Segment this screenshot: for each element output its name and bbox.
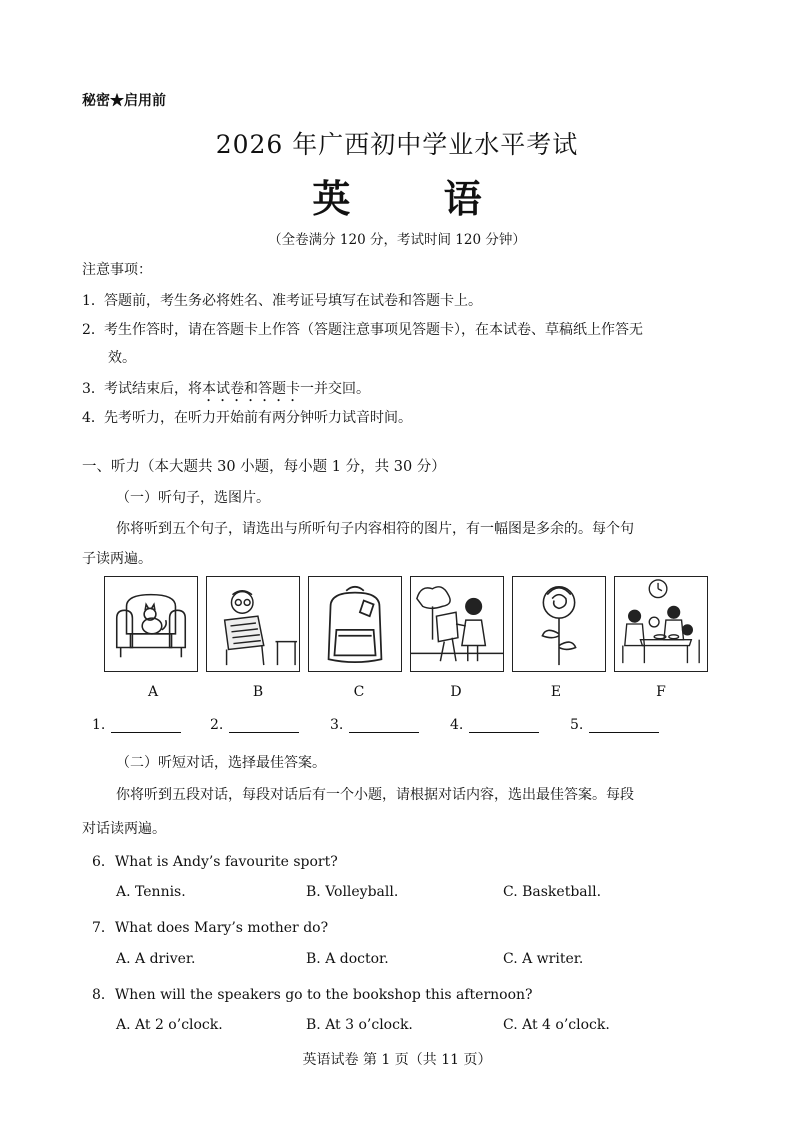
subject-title: 英 语 bbox=[312, 176, 522, 221]
answer-blank-4[interactable] bbox=[450, 717, 539, 733]
picture-b bbox=[206, 576, 300, 672]
picture-label-d: D bbox=[450, 684, 462, 700]
picture-label-e: E bbox=[550, 684, 562, 700]
part1-instruction-continued: 子读两遍。 bbox=[82, 551, 152, 567]
note-text-end: 一并交回。 bbox=[300, 381, 370, 397]
note-item-4 bbox=[82, 407, 722, 427]
section-title-listening bbox=[82, 455, 446, 476]
answer-blank-3[interactable] bbox=[330, 717, 419, 733]
blank-number: 3. bbox=[330, 717, 344, 733]
note-text-emphasis: 本试卷和答题卡 bbox=[202, 381, 300, 397]
picture-e bbox=[512, 576, 606, 672]
option-6a[interactable]: A. Tennis. bbox=[116, 884, 186, 900]
exam-title: 2026 年广西初中学业水平考试 bbox=[215, 130, 579, 159]
part2-title: （二）听短对话，选择最佳答案。 bbox=[116, 755, 326, 771]
option-8c[interactable]: C. At 4 o’clock. bbox=[503, 1017, 610, 1033]
picture-row bbox=[104, 576, 710, 674]
part1-title: （一）听句子，选图片。 bbox=[116, 490, 270, 506]
picture-a bbox=[104, 576, 198, 672]
blank-line[interactable] bbox=[469, 718, 539, 733]
question-6 bbox=[92, 851, 338, 871]
blank-line[interactable] bbox=[229, 718, 299, 733]
question-number: 7． bbox=[92, 920, 115, 936]
picture-c bbox=[308, 576, 402, 672]
picture-label-f: F bbox=[656, 684, 666, 700]
note-number: 4． bbox=[82, 410, 105, 426]
grandpa-newspaper-icon bbox=[207, 577, 299, 671]
armchair-cat-icon bbox=[105, 577, 197, 671]
note-item-2 bbox=[82, 319, 722, 369]
note-number: 2． bbox=[82, 322, 105, 338]
backpack-icon bbox=[309, 577, 401, 671]
note-text: 考试结束后，将 bbox=[104, 381, 202, 397]
girl-painting-icon bbox=[411, 577, 503, 671]
note-item-1 bbox=[82, 290, 722, 310]
blank-number: 4. bbox=[450, 717, 464, 733]
answer-blank-5[interactable] bbox=[570, 717, 659, 733]
picture-label-a: A bbox=[147, 684, 159, 700]
part1-instruction: 你将听到五个句子，请选出与所听句子内容相符的图片，有一幅图是多余的。每个句 bbox=[116, 521, 634, 537]
picture-d bbox=[410, 576, 504, 672]
question-number: 8． bbox=[92, 987, 115, 1003]
option-6b[interactable]: B. Volleyball. bbox=[306, 884, 399, 900]
answer-blank-2[interactable] bbox=[210, 717, 299, 733]
blank-number: 5. bbox=[570, 717, 584, 733]
blank-number: 1. bbox=[92, 717, 106, 733]
blank-line[interactable] bbox=[349, 718, 419, 733]
question-text: What is Andy’s favourite sport? bbox=[114, 854, 338, 870]
option-8b[interactable]: B. At 3 o’clock. bbox=[306, 1017, 413, 1033]
question-8 bbox=[92, 984, 533, 1004]
score-note: （全卷满分 120 分，考试时间 120 分钟） bbox=[268, 232, 526, 248]
note-text-continued: 效。 bbox=[108, 350, 136, 366]
note-number: 1． bbox=[82, 293, 105, 309]
option-7a[interactable]: A. A driver. bbox=[116, 951, 196, 967]
option-6c[interactable]: C. Basketball. bbox=[503, 884, 602, 900]
note-number: 3． bbox=[82, 381, 105, 397]
blank-line[interactable] bbox=[111, 718, 181, 733]
note-text: 考生作答时，请在答题卡上作答（答题注意事项见答题卡），在本试卷、草稿纸上作答无 bbox=[104, 322, 643, 338]
question-text: What does Mary’s mother do? bbox=[114, 920, 329, 936]
part2-instruction-continued: 对话读两遍。 bbox=[82, 821, 166, 837]
question-text: When will the speakers go to the bookshop this afternoon? bbox=[114, 987, 533, 1003]
picture-label-c: C bbox=[353, 684, 365, 700]
option-7b[interactable]: B. A doctor. bbox=[306, 951, 389, 967]
blank-number: 2. bbox=[210, 717, 224, 733]
secret-label: 秘密★启用前 bbox=[82, 93, 166, 109]
part2-instruction: 你将听到五段对话，每段对话后有一个小题，请根据对话内容，选出最佳答案。每段 bbox=[116, 787, 634, 803]
note-item-3 bbox=[82, 378, 722, 405]
question-number: 6． bbox=[92, 854, 115, 870]
picture-f bbox=[614, 576, 708, 672]
rose-icon bbox=[513, 577, 605, 671]
picture-label-b: B bbox=[252, 684, 264, 700]
family-dinner-icon bbox=[615, 577, 707, 671]
question-7 bbox=[92, 917, 328, 937]
answer-blank-1[interactable] bbox=[92, 717, 181, 733]
note-text: 先考听力，在听力开始前有两分钟听力试音时间。 bbox=[104, 410, 412, 426]
notes-title: 注意事项： bbox=[82, 262, 152, 278]
page-footer: 英语试卷 第 1 页（共 11 页） bbox=[302, 1052, 492, 1068]
blank-line[interactable] bbox=[589, 718, 659, 733]
option-8a[interactable]: A. At 2 o’clock. bbox=[116, 1017, 223, 1033]
note-text: 答题前，考生务必将姓名、准考证号填写在试卷和答题卡上。 bbox=[104, 293, 482, 309]
section-title-text: 一、听力（本大题共 30 小题，每小题 1 分，共 30 分） bbox=[82, 459, 446, 475]
option-7c[interactable]: C. A writer. bbox=[503, 951, 584, 967]
